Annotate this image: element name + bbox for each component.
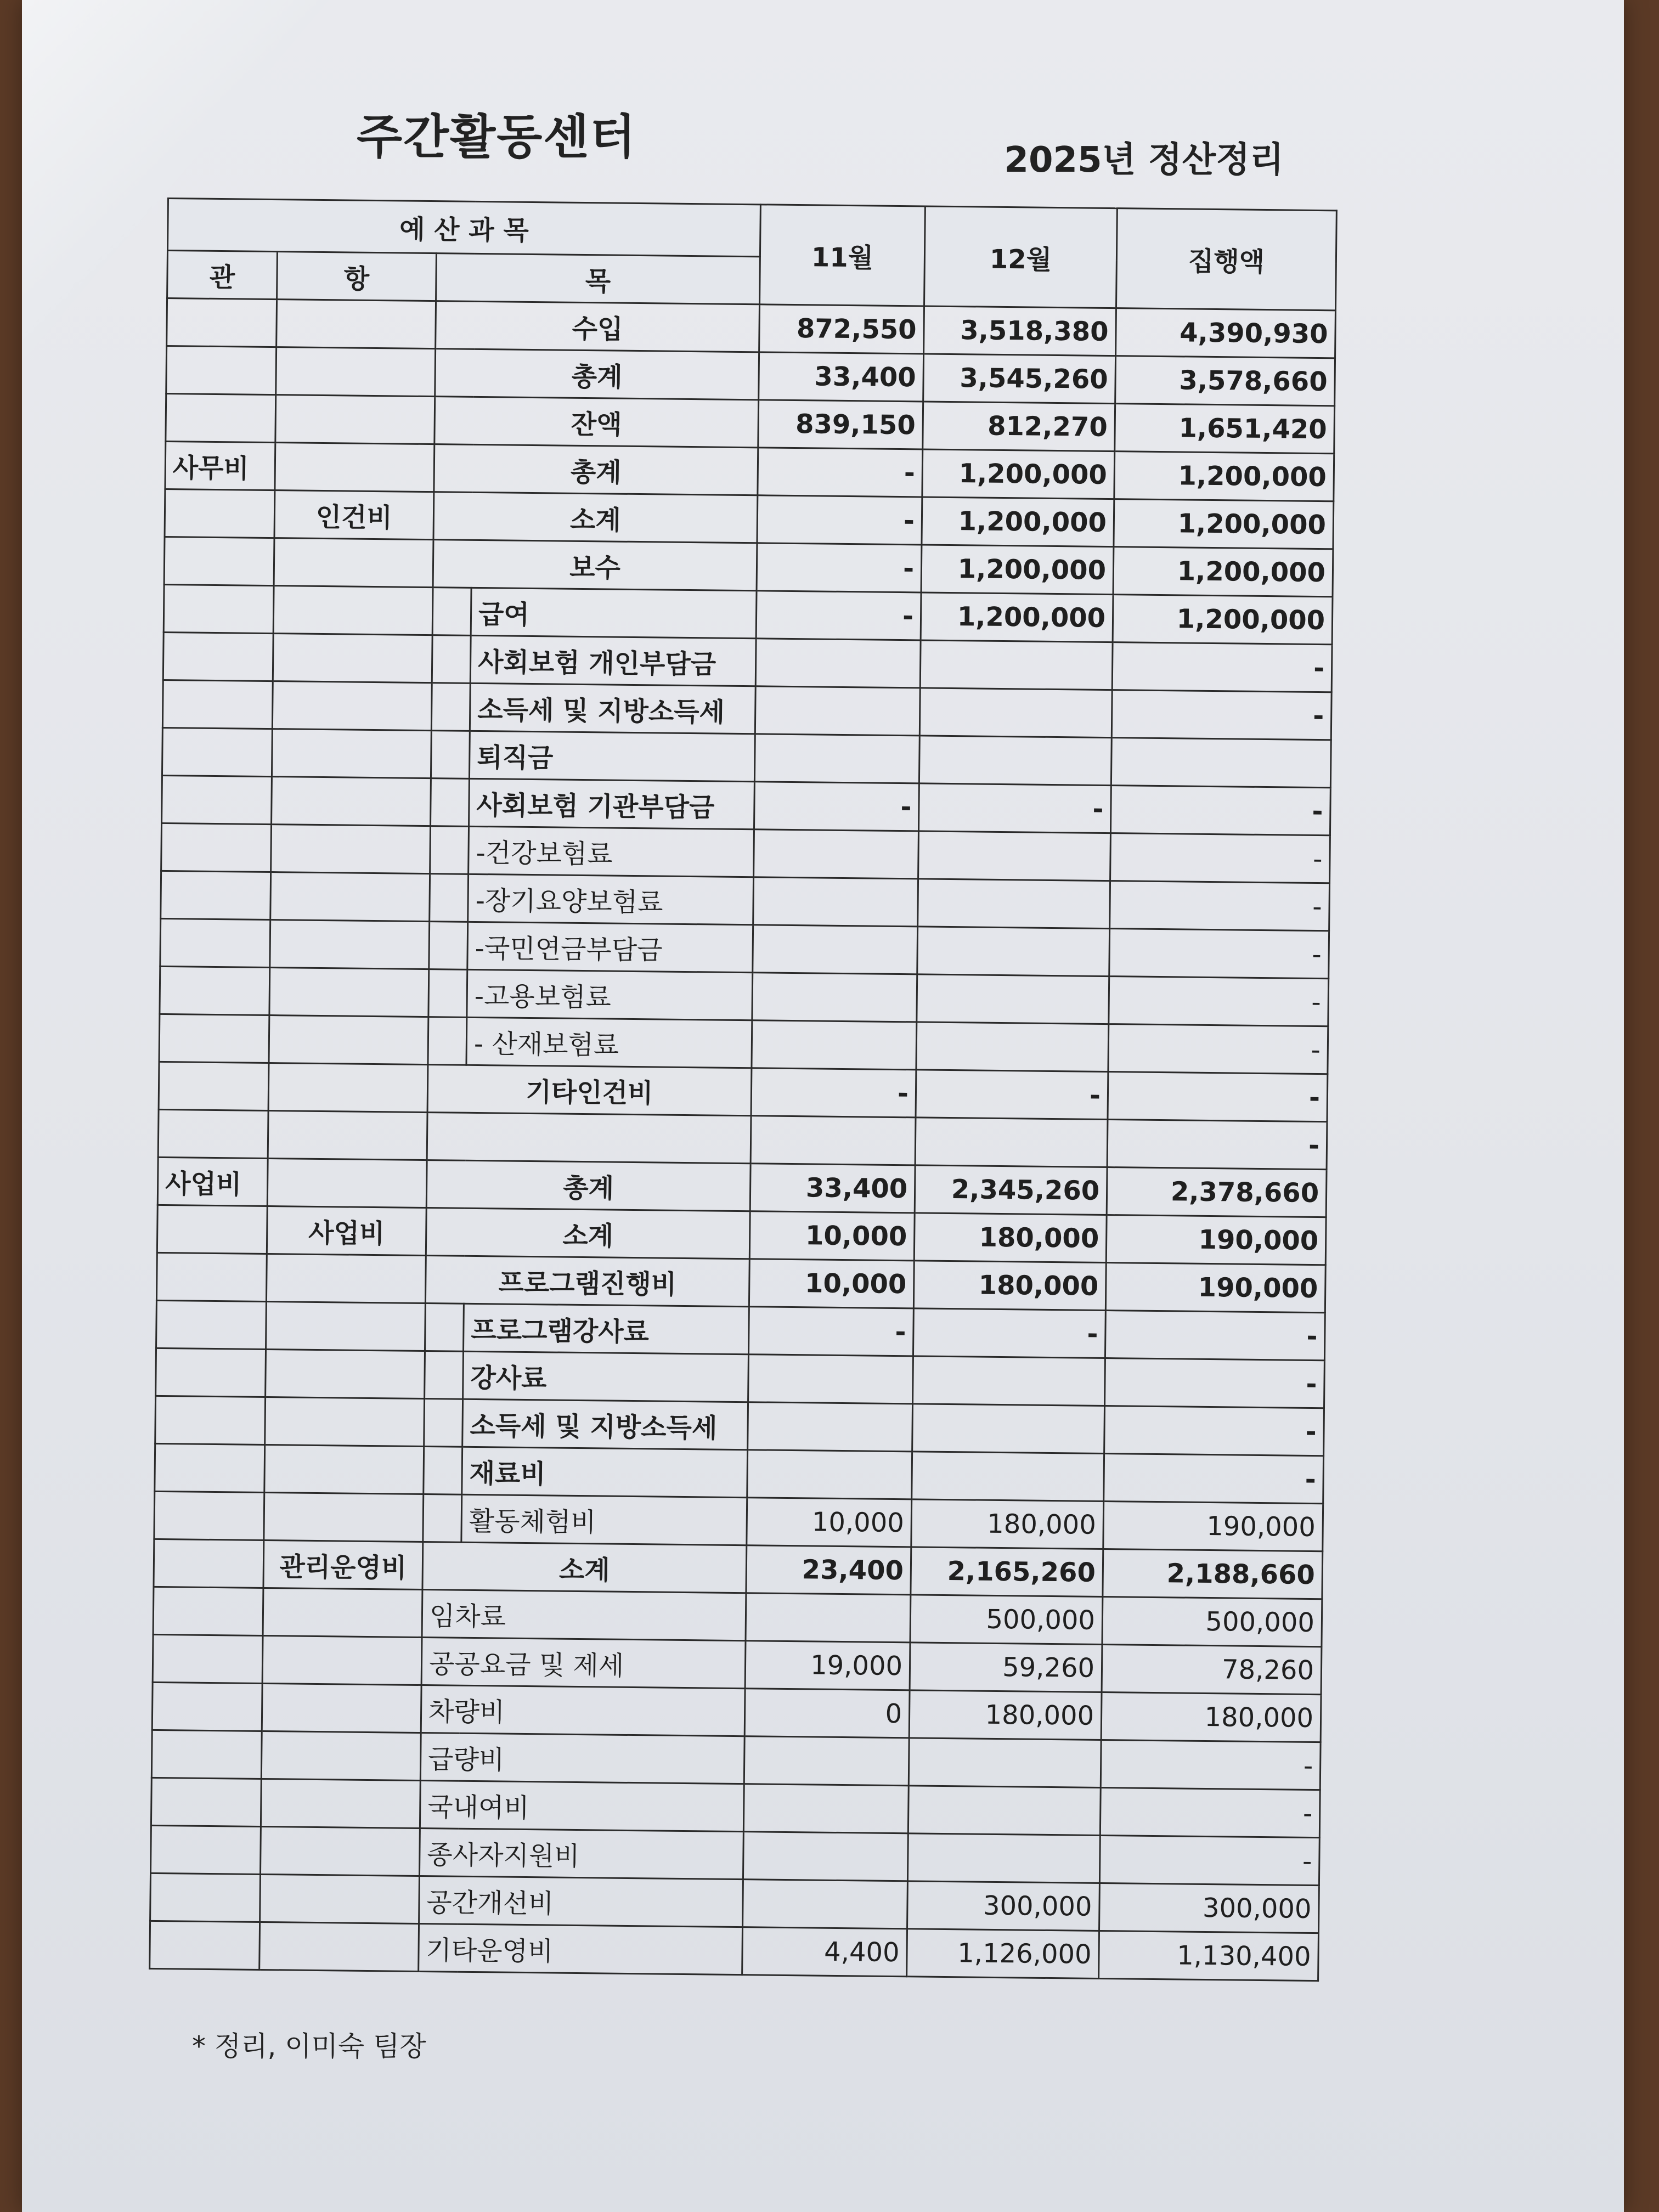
cell-indent-spacer bbox=[432, 635, 471, 684]
cell-hang bbox=[263, 1588, 422, 1637]
cell-total: 1,200,000 bbox=[1113, 547, 1333, 597]
cell-hang bbox=[276, 347, 436, 397]
cell-dec bbox=[917, 927, 1110, 977]
cell-mok bbox=[427, 1113, 751, 1164]
cell-item: 사회보험 기관부담금 bbox=[469, 778, 755, 829]
cell-hang bbox=[266, 1254, 426, 1304]
cell-dec: 180,000 bbox=[913, 1261, 1106, 1311]
cell-hang bbox=[267, 1159, 427, 1208]
header-nov: 11월 bbox=[760, 205, 926, 306]
cell-mok: 급량비 bbox=[420, 1733, 744, 1784]
cell-mok: 소계 bbox=[422, 1542, 747, 1593]
cell-dec bbox=[918, 831, 1111, 881]
cell-gwan bbox=[160, 966, 270, 1015]
cell-hang bbox=[269, 1015, 428, 1065]
cell-gwan bbox=[151, 1730, 262, 1779]
cell-hang bbox=[262, 1635, 422, 1685]
cell-gwan bbox=[163, 584, 274, 633]
cell-nov bbox=[744, 1736, 909, 1786]
cell-hang bbox=[261, 1826, 420, 1876]
cell-indent-spacer bbox=[425, 1304, 464, 1352]
cell-item: 프로그램강사료 bbox=[464, 1304, 749, 1354]
cell-total: - bbox=[1104, 1454, 1324, 1504]
settlement-table-wrapper bbox=[149, 198, 1336, 1982]
cell-hang bbox=[270, 920, 430, 969]
cell-hang bbox=[272, 729, 431, 778]
header-gwan: 관 bbox=[167, 251, 278, 300]
cell-mok: 기타운영비 bbox=[419, 1923, 743, 1974]
cell-gwan bbox=[159, 1014, 269, 1063]
document-title: 주간활동센터 bbox=[357, 110, 637, 165]
cell-total: 3,578,660 bbox=[1115, 356, 1335, 406]
cell-nov: 4,400 bbox=[742, 1927, 907, 1977]
cell-nov: 10,000 bbox=[749, 1259, 914, 1308]
cell-total: - bbox=[1110, 833, 1330, 883]
cell-dec: 59,260 bbox=[910, 1643, 1102, 1692]
cell-item: 소득세 및 지방소득세 bbox=[462, 1399, 748, 1449]
cell-indent-spacer bbox=[431, 731, 470, 779]
cell-nov bbox=[753, 877, 918, 927]
cell-hang bbox=[273, 586, 433, 635]
cell-item: -장기요양보험료 bbox=[468, 874, 754, 924]
cell-mok: 국내여비 bbox=[420, 1780, 744, 1831]
cell-nov bbox=[754, 830, 919, 879]
cell-mok: 총계 bbox=[434, 444, 758, 495]
cell-nov: - bbox=[757, 543, 922, 592]
cell-gwan bbox=[164, 537, 274, 585]
cell-item: 재료비 bbox=[462, 1447, 748, 1497]
cell-dec: 812,270 bbox=[923, 402, 1115, 452]
cell-hang bbox=[268, 1111, 427, 1160]
cell-mok: 보수 bbox=[433, 540, 757, 591]
cell-dec: - bbox=[919, 783, 1111, 833]
cell-gwan bbox=[167, 298, 277, 347]
cell-gwan bbox=[156, 1300, 267, 1349]
cell-dec bbox=[915, 1118, 1108, 1167]
cell-gwan bbox=[163, 632, 273, 681]
cell-mok: 총계 bbox=[426, 1160, 751, 1211]
cell-dec bbox=[919, 736, 1111, 786]
cell-item: 급여 bbox=[471, 588, 757, 638]
cell-hang bbox=[264, 1492, 424, 1542]
cell-gwan: 사무비 bbox=[165, 441, 275, 490]
cell-hang bbox=[266, 1301, 426, 1351]
cell-total: - bbox=[1105, 1358, 1325, 1408]
settlement-table bbox=[149, 198, 1338, 1982]
cell-dec bbox=[912, 1404, 1105, 1454]
cell-item: 사회보험 개인부담금 bbox=[470, 635, 756, 686]
cell-nov bbox=[747, 1450, 912, 1499]
cell-total: 190,000 bbox=[1106, 1215, 1326, 1265]
cell-dec bbox=[920, 640, 1113, 690]
cell-dec bbox=[916, 1022, 1109, 1072]
cell-hang bbox=[259, 1922, 419, 1971]
cell-nov: - bbox=[756, 591, 921, 640]
cell-gwan bbox=[162, 727, 272, 776]
cell-total: 500,000 bbox=[1102, 1596, 1322, 1646]
cell-hang bbox=[272, 777, 431, 826]
cell-hang bbox=[275, 395, 435, 444]
cell-item: 강사료 bbox=[463, 1351, 749, 1402]
cell-gwan bbox=[154, 1491, 264, 1540]
cell-indent-spacer bbox=[430, 826, 469, 874]
cell-indent-spacer bbox=[428, 1017, 467, 1065]
cell-dec: 300,000 bbox=[907, 1881, 1100, 1931]
cell-total: 1,130,400 bbox=[1099, 1931, 1319, 1980]
cell-total: - bbox=[1107, 1120, 1327, 1170]
cell-nov: 839,150 bbox=[758, 400, 923, 449]
cell-hang bbox=[261, 1731, 421, 1780]
cell-total: - bbox=[1109, 929, 1329, 979]
cell-total: - bbox=[1101, 1740, 1321, 1790]
cell-hang bbox=[269, 968, 429, 1017]
cell-total: 190,000 bbox=[1103, 1502, 1323, 1551]
cell-gwan bbox=[165, 489, 275, 538]
cell-nov bbox=[754, 734, 919, 783]
cell-gwan bbox=[150, 1873, 261, 1922]
cell-nov: 10,000 bbox=[749, 1211, 915, 1261]
cell-total: - bbox=[1104, 1406, 1324, 1456]
cell-mok: 종사자지원비 bbox=[419, 1828, 743, 1879]
cell-total: 2,188,660 bbox=[1103, 1549, 1323, 1599]
cell-dec: 500,000 bbox=[910, 1595, 1103, 1645]
cell-total: 4,390,930 bbox=[1116, 308, 1336, 358]
cell-total: - bbox=[1108, 1024, 1328, 1074]
cell-gwan bbox=[154, 1539, 264, 1588]
cell-dec bbox=[912, 1452, 1104, 1502]
header-mok: 목 bbox=[436, 253, 760, 304]
cell-total: 2,378,660 bbox=[1107, 1167, 1327, 1217]
cell-total: - bbox=[1100, 1787, 1320, 1837]
cell-nov: 10,000 bbox=[747, 1498, 912, 1547]
cell-gwan bbox=[151, 1778, 261, 1826]
cell-nov: - bbox=[751, 1068, 916, 1118]
cell-gwan bbox=[155, 1443, 265, 1492]
cell-total: - bbox=[1105, 1311, 1325, 1361]
cell-dec bbox=[919, 688, 1112, 738]
cell-nov bbox=[751, 1116, 916, 1165]
cell-gwan bbox=[161, 871, 271, 919]
cell-dec: 2,345,260 bbox=[915, 1165, 1107, 1215]
cell-item: - 산재보험료 bbox=[466, 1017, 752, 1068]
document-subtitle: 2025년 정산정리 bbox=[1004, 140, 1284, 180]
cell-gwan bbox=[155, 1396, 266, 1444]
cell-nov bbox=[753, 925, 918, 974]
cell-dec bbox=[913, 1356, 1105, 1406]
cell-indent-spacer bbox=[432, 588, 471, 636]
cell-gwan bbox=[158, 1109, 268, 1158]
header-dec: 12월 bbox=[924, 206, 1118, 308]
cell-indent-spacer bbox=[424, 1447, 462, 1495]
cell-gwan bbox=[157, 1205, 267, 1254]
cell-dec bbox=[909, 1738, 1101, 1788]
cell-dec bbox=[908, 1786, 1101, 1836]
cell-item: 활동체험비 bbox=[461, 1494, 747, 1545]
cell-total: 190,000 bbox=[1105, 1263, 1325, 1313]
cell-indent-spacer bbox=[424, 1399, 463, 1447]
cell-nov: 0 bbox=[744, 1689, 910, 1738]
cell-dec: 1,200,000 bbox=[922, 497, 1114, 547]
cell-dec bbox=[918, 879, 1110, 929]
cell-dec: 1,200,000 bbox=[921, 545, 1114, 595]
cell-total: 1,200,000 bbox=[1113, 595, 1333, 645]
cell-nov bbox=[743, 1784, 909, 1833]
cell-nov: - bbox=[749, 1307, 914, 1356]
header-total: 집행액 bbox=[1116, 208, 1337, 311]
cell-dec bbox=[917, 974, 1109, 1024]
cell-gwan bbox=[162, 775, 272, 824]
cell-hang bbox=[264, 1444, 424, 1494]
cell-item: -국민연금부담금 bbox=[467, 922, 753, 972]
table-body bbox=[150, 298, 1336, 1981]
cell-hang bbox=[271, 825, 431, 874]
cell-hang bbox=[274, 538, 433, 588]
cell-total: 180,000 bbox=[1101, 1692, 1321, 1742]
cell-mok: 프로그램진행비 bbox=[425, 1256, 749, 1307]
cell-total: 78,260 bbox=[1102, 1644, 1322, 1694]
cell-nov bbox=[748, 1402, 913, 1452]
cell-nov bbox=[755, 686, 920, 736]
cell-total: - bbox=[1112, 642, 1332, 692]
cell-item: -건강보험료 bbox=[469, 826, 754, 877]
cell-nov: 19,000 bbox=[745, 1641, 910, 1690]
header-budget-category: 예 산 과 목 bbox=[167, 199, 760, 257]
cell-hang: 사업비 bbox=[267, 1206, 426, 1256]
cell-nov bbox=[746, 1593, 911, 1643]
cell-total: 1,200,000 bbox=[1114, 452, 1334, 501]
cell-dec: 180,000 bbox=[911, 1499, 1104, 1549]
cell-total: - bbox=[1108, 1072, 1328, 1122]
cell-nov: - bbox=[757, 495, 922, 545]
paper-sheet bbox=[22, 0, 1624, 2212]
cell-hang bbox=[275, 443, 435, 492]
cell-mok: 총계 bbox=[435, 349, 759, 400]
cell-hang: 인건비 bbox=[274, 490, 434, 540]
cell-dec: 3,545,260 bbox=[923, 354, 1116, 404]
footer-note: * 정리, 이미숙 팀장 bbox=[192, 2030, 426, 2062]
cell-dec: 1,200,000 bbox=[921, 592, 1113, 642]
cell-gwan bbox=[150, 1921, 260, 1970]
cell-hang bbox=[268, 1063, 428, 1113]
cell-total: - bbox=[1099, 1835, 1319, 1885]
cell-mok: 소계 bbox=[433, 492, 758, 543]
cell-total: 1,651,420 bbox=[1115, 404, 1335, 454]
cell-mok: 공공요금 및 제세 bbox=[421, 1638, 746, 1689]
cell-mok: 기타인건비 bbox=[427, 1065, 752, 1116]
cell-total: - bbox=[1110, 881, 1330, 931]
cell-total: 300,000 bbox=[1099, 1883, 1319, 1933]
cell-nov: 872,550 bbox=[759, 304, 924, 354]
cell-total: - bbox=[1111, 786, 1331, 836]
cell-gwan: 사업비 bbox=[157, 1157, 268, 1206]
header-hang: 항 bbox=[277, 252, 437, 301]
cell-hang bbox=[265, 1397, 425, 1446]
cell-item: -고용보험료 bbox=[467, 969, 753, 1020]
cell-hang bbox=[266, 1349, 425, 1398]
cell-dec: 3,518,380 bbox=[924, 306, 1116, 356]
cell-gwan bbox=[166, 346, 276, 395]
cell-nov bbox=[743, 1880, 908, 1929]
cell-total: - bbox=[1109, 977, 1329, 1026]
cell-dec: 180,000 bbox=[914, 1213, 1107, 1263]
cell-hang bbox=[270, 872, 430, 922]
cell-indent-spacer bbox=[423, 1494, 462, 1543]
cell-indent-spacer bbox=[430, 874, 469, 922]
cell-indent-spacer bbox=[431, 683, 470, 731]
cell-hang: 관리운영비 bbox=[263, 1540, 423, 1589]
cell-gwan bbox=[159, 1062, 269, 1110]
cell-dec: 180,000 bbox=[909, 1690, 1102, 1740]
cell-hang bbox=[262, 1683, 421, 1733]
cell-dec bbox=[907, 1833, 1100, 1883]
cell-mok: 임차료 bbox=[422, 1590, 746, 1641]
cell-indent-spacer bbox=[428, 969, 467, 1018]
cell-mok: 소계 bbox=[426, 1208, 750, 1259]
cell-hang bbox=[276, 300, 436, 349]
cell-dec: - bbox=[913, 1308, 1106, 1358]
cell-nov bbox=[752, 1020, 917, 1070]
cell-gwan bbox=[151, 1825, 261, 1874]
cell-indent-spacer bbox=[431, 778, 470, 827]
cell-nov bbox=[752, 973, 917, 1022]
cell-total: 1,200,000 bbox=[1114, 499, 1334, 549]
cell-total: - bbox=[1111, 690, 1331, 740]
cell-total bbox=[1111, 738, 1331, 788]
cell-nov: 23,400 bbox=[746, 1545, 911, 1595]
cell-gwan bbox=[153, 1634, 263, 1683]
cell-gwan bbox=[153, 1587, 263, 1635]
cell-nov: 33,400 bbox=[759, 352, 924, 402]
cell-gwan bbox=[152, 1682, 262, 1731]
cell-nov: 33,400 bbox=[750, 1164, 915, 1213]
cell-dec: 2,165,260 bbox=[911, 1547, 1103, 1597]
cell-gwan bbox=[156, 1348, 266, 1397]
cell-item: 소득세 및 지방소득세 bbox=[470, 683, 755, 733]
cell-nov bbox=[743, 1832, 909, 1881]
cell-mok: 잔액 bbox=[435, 397, 759, 448]
cell-hang bbox=[272, 681, 432, 731]
cell-hang bbox=[260, 1874, 420, 1923]
cell-dec: 1,200,000 bbox=[922, 449, 1115, 499]
cell-nov: - bbox=[754, 782, 919, 831]
cell-gwan bbox=[166, 393, 276, 442]
cell-mok: 차량비 bbox=[421, 1685, 745, 1736]
cell-gwan bbox=[160, 918, 270, 967]
cell-nov bbox=[748, 1355, 913, 1404]
cell-mok: 공간개선비 bbox=[419, 1876, 743, 1927]
cell-indent-spacer bbox=[429, 922, 468, 970]
cell-indent-spacer bbox=[425, 1351, 464, 1400]
cell-hang bbox=[273, 634, 432, 683]
cell-gwan bbox=[161, 823, 272, 872]
cell-item: 퇴직금 bbox=[469, 731, 755, 781]
cell-dec: - bbox=[916, 1070, 1108, 1120]
cell-hang bbox=[261, 1779, 420, 1828]
cell-mok: 수입 bbox=[436, 301, 760, 352]
cell-gwan bbox=[162, 680, 273, 729]
cell-dec: 1,126,000 bbox=[907, 1929, 1099, 1979]
cell-gwan bbox=[156, 1252, 267, 1301]
cell-nov: - bbox=[758, 448, 923, 497]
cell-nov bbox=[755, 639, 921, 688]
